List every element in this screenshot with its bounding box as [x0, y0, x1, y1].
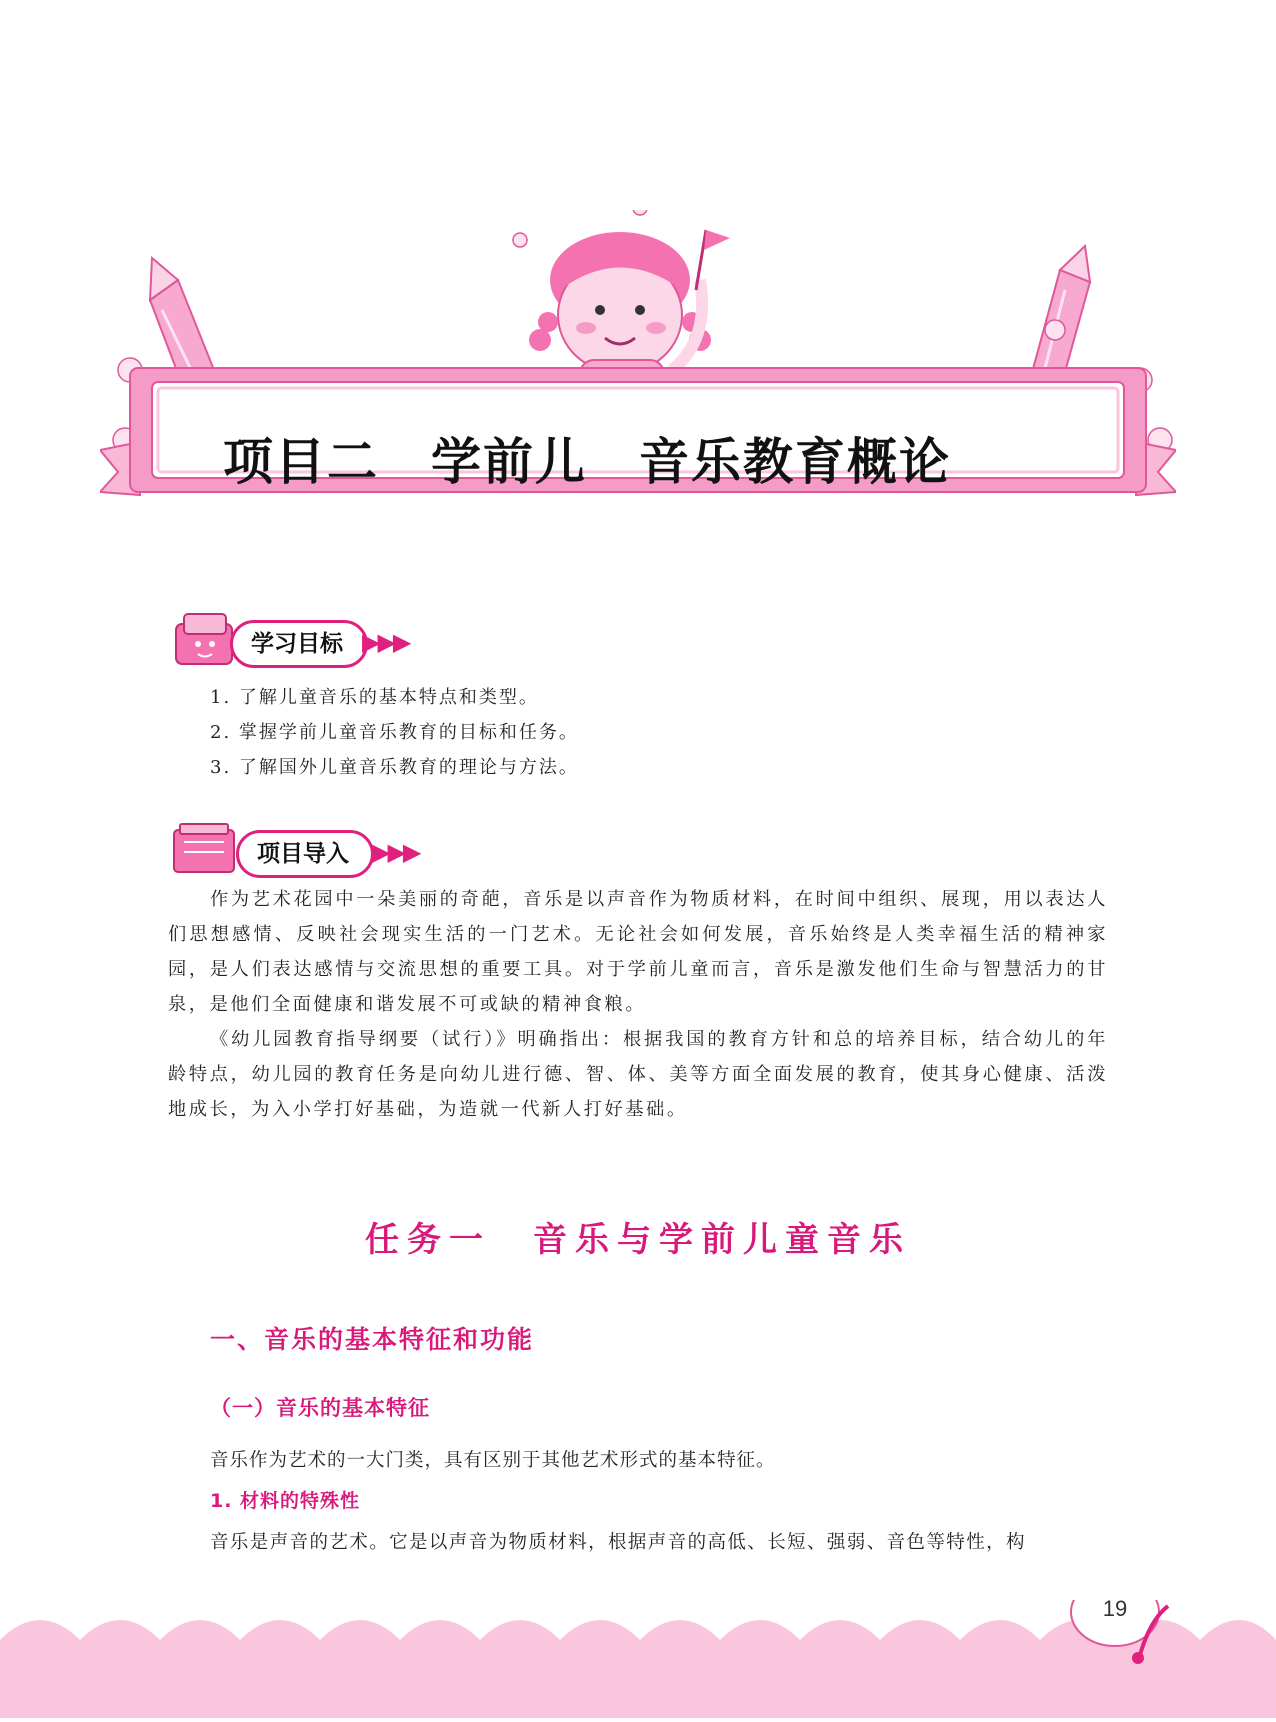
subsection-heading: （一）音乐的基本特征 [210, 1396, 430, 1420]
book-icon [170, 810, 244, 882]
objectives-header [170, 600, 470, 672]
intro-header [170, 810, 480, 882]
triple-arrow-icon: ▶▶▶ [372, 838, 419, 866]
list-item: 1. 了解儿童音乐的基本特点和类型。 [210, 687, 539, 708]
triple-arrow-icon: ▶▶▶ [362, 628, 409, 656]
objectives-list [210, 680, 1110, 785]
intro-label: 项目导入 [236, 830, 374, 878]
list-item: 3. 了解国外儿童音乐教育的理论与方法。 [210, 757, 579, 778]
page-number: 19 [1102, 1596, 1128, 1621]
paragraph: 作为艺术花园中一朵美丽的奇葩，音乐是以声音作为物质材料，在时间中组织、展现，用以表达人们思想感情、反映社会现实生活的一门艺术。无论社会如何发展，音乐始终是人类幸福生活的精神家园，是人们表达感情与交流思想的重要工具。对于学前儿童而言，音乐是激发他们生命与智慧活力的甘泉，是他们全面健康和谐发展不可或缺的精神食粮。 [168, 889, 1108, 1015]
chapter-title: 项目二 学前儿 音乐教育概论 [223, 433, 951, 491]
book-stack-icon [170, 600, 240, 672]
intro-text [168, 882, 1108, 1127]
paragraph: 音乐作为艺术的一大门类，具有区别于其他艺术形式的基本特征。 [210, 1450, 776, 1471]
paragraph: 音乐是声音的艺术。它是以声音为物质材料，根据声音的高低、长短、强弱、音色等特性，构 [210, 1532, 1026, 1553]
list-item: 2. 掌握学前儿童音乐教育的目标和任务。 [210, 722, 579, 743]
section-heading: 一、音乐的基本特征和功能 [210, 1325, 535, 1354]
point-heading: 1. 材料的特殊性 [210, 1490, 361, 1512]
banner-illustration [100, 210, 1176, 550]
objectives-label: 学习目标 [230, 620, 368, 668]
paragraph: 《幼儿园教育指导纲要（试行）》明确指出：根据我国的教育方针和总的培养目标，结合幼儿的年龄特点，幼儿园的教育任务是向幼儿进行德、智、体、美等方面全面发展的教育，使其身心健康、活泼地成长，为入小学打好基础，为造就一代新人打好基础。 [168, 1029, 1108, 1120]
task-title: 任务一 音乐与学前儿童音乐 [365, 1220, 911, 1260]
chapter-banner [100, 210, 1176, 550]
